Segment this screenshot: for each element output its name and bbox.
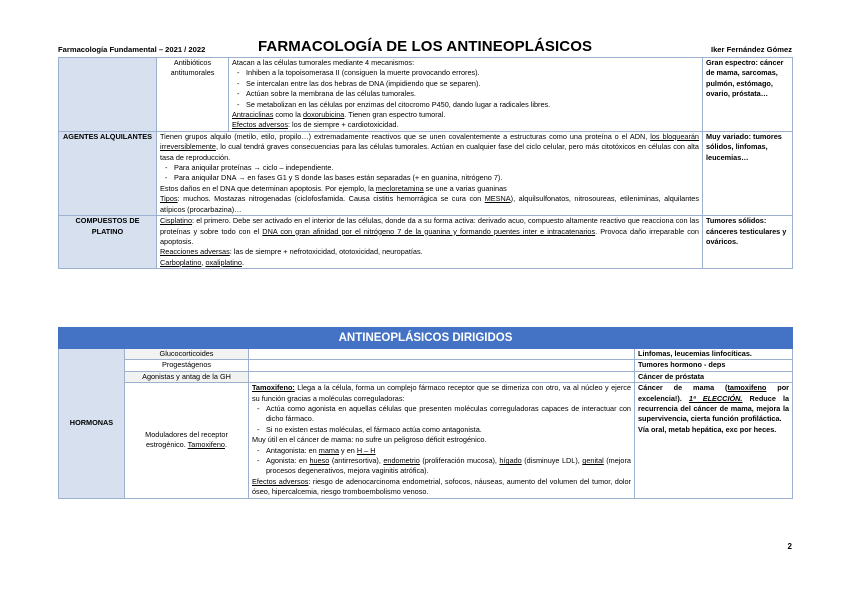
header-course: Farmacología Fundamental – 2021 / 2022 [58, 45, 206, 54]
text-span: Antagonista: en [266, 445, 319, 455]
mechanism-list [232, 68, 699, 110]
genital-term: genital [582, 456, 604, 466]
text-span: , lo cual tendrá graves consecuencias para las células tumorales. Actúan en cualquier fase del ciclo celular, pero más citotóxicos en células con alta tasa de reproducción. [160, 142, 699, 162]
description-cell [229, 58, 703, 132]
table-row [59, 216, 793, 269]
text-span: se une a varias guaninas [423, 183, 507, 193]
table-row [59, 360, 793, 371]
text-span: como la [273, 110, 303, 120]
drug-name-cell [125, 383, 249, 498]
section-banner: ANTINEOPLÁSICOS DIRIGIDOS [59, 328, 793, 349]
indication-cell: Linfomas, leucemias linfocíticas. [635, 349, 793, 360]
table-row [59, 349, 793, 360]
paragraph [160, 258, 699, 268]
text-span: Tienen grupos alquilo (metilo, etilo, propilo…) extremadamente reactivos que se unen covalentemente a estructuras como una proteína o el ADN, [160, 131, 651, 141]
header-author: Iker Fernández Gómez [710, 45, 792, 54]
tamoxifeno-term: tamoxifeno [727, 383, 767, 393]
category-cell: HORMONAS [59, 349, 125, 499]
oxaliplatino-term: oxaliplatino [205, 257, 242, 267]
mesna-term: MESNA [484, 194, 511, 204]
list-item: - Para aniquilar proteínas → ciclo – independiente. [160, 163, 699, 173]
text-span: : riesgo de adenocarcinoma endometrial, sofocos, náuseas, aumento del volumen del tumor, dolor óseo, hipercalcemia, riesgo tromboembolismo venoso. [252, 476, 631, 497]
text-span: Llega a la célula, forma un complejo fármaco receptor que se dimeriza con otro, va al núcleo y ejerce su función gracias a moléculas correguladoras: [252, 383, 631, 403]
table-row [59, 371, 793, 382]
underlined-text: los bloquearán irreversiblemente [160, 131, 699, 152]
list-item: - Actúan sobre la membrana de las células tumorales. [232, 89, 699, 99]
antraciclinas-term: Antraciclinas [232, 110, 274, 120]
endometrio-term: endometrio [383, 456, 420, 466]
paragraph: Vía oral, metab hepática, exc por heces. [638, 424, 777, 434]
text-span: . Tienen gran espectro tumoral. [344, 110, 446, 120]
paragraph [160, 132, 699, 163]
table-row [59, 58, 793, 132]
text-span: : las de siempre + nefrotoxicidad, ototoxicidad, neuropatías. [229, 247, 423, 257]
text-span: Moduladores del receptor estrogénico. [145, 430, 228, 450]
paragraph [160, 216, 699, 247]
description-cell [157, 216, 703, 269]
reacciones-label: Reacciones adversas [160, 247, 230, 257]
description-cell [249, 371, 635, 382]
efectos-label: Efectos adversos [252, 476, 309, 486]
carboplatino-term: Carboplatino [160, 257, 202, 267]
tamoxifeno-term: Tamoxifeno [187, 440, 225, 450]
cisplatino-term: Cisplatino [160, 216, 193, 226]
mama-term: mama [318, 445, 340, 455]
paragraph [252, 477, 631, 498]
paragraph: Muy útil en el cáncer de mama: no sufre un peligroso déficit estrogénico. [252, 435, 487, 445]
higado-term: hígado [499, 456, 522, 466]
text-span: por excelencia!). [638, 383, 790, 403]
text-span: : el primero. Debe ser activado en el interior de las células, donde da a su forma activa: derivado acuo, compuesto altamente reactivo que reacciona con las proteínas y sobre todo con el [160, 216, 699, 236]
text-span: . [241, 257, 244, 267]
text-span: (proliferación mucosa), [419, 456, 500, 466]
hueso-term: hueso [309, 456, 330, 466]
text-span: (disminuye LDL), [521, 456, 583, 466]
tamoxifeno-label: Tamoxifeno: [252, 383, 295, 393]
mechanism-list [252, 404, 631, 435]
list-item [252, 446, 631, 456]
antineoplasicos-dirigidos-table [58, 327, 793, 499]
list-item: - Si no existen estas moléculas, el fármaco actúa como antagonista. [252, 425, 631, 435]
page-header [58, 38, 792, 58]
list-item: - Inhiben a la topoisomerasa II (consiguen la muerte provocando errores). [232, 68, 699, 78]
eleccion-term: 1ª ELECCIÓN. [688, 393, 743, 403]
drug-name-cell: Glucocorticoides [125, 349, 249, 360]
paragraph [160, 194, 699, 215]
text-span: (antirresortiva), [329, 456, 384, 466]
doxorubicina-term: doxorubicina [302, 110, 345, 120]
text-span: (mejora procesos degenerativos, mejora vaginitis atrófica). [266, 456, 631, 476]
text-span: Estos daños en el DNA que determinan apoptosis. Por ejemplo, la [160, 183, 376, 193]
antineoplasicos-table-1 [58, 57, 793, 269]
efectos-label: Efectos adversos [232, 120, 288, 130]
efectos-line [232, 120, 699, 130]
indication-cell: Cáncer de próstata [635, 371, 793, 382]
text-span: Reduce la recurrencia del cáncer de mama, mejora la supervivencia, cierta función profiláctica. [638, 393, 790, 424]
page-title: FARMACOLOGÍA DE LOS ANTINEOPLÁSICOS [258, 38, 593, 55]
text-span: : muchos. Mostazas nitrogenadas (ciclofosfamida. Causa cistitis hemorrágica se cura con [177, 194, 485, 204]
hh-term: H – H [356, 445, 376, 455]
description-cell [157, 131, 703, 215]
underlined-text: DNA con gran afinidad por el nitrógeno 7 de la guanina y formando puentes inter e intracatenarios [262, 226, 596, 236]
text-span: Agonista: en [266, 456, 310, 466]
list-item: - Se metabolizan en las células por enzimas del citocromo P450, dando lugar a radicales libres. [232, 100, 699, 110]
indication-cell [635, 383, 793, 498]
category-cell: AGENTES ALQUILANTES [59, 131, 157, 215]
list-item: - Para aniquilar DNA → en fases G1 y S donde las bases están separadas (+ en guanina, nitrógeno 7). [160, 173, 699, 183]
description-cell [249, 360, 635, 371]
indication-cell: Tumores sólidos: cánceres testiculares y ováricos. [703, 216, 793, 269]
antraciclinas-line [232, 110, 699, 120]
tipos-label: Tipos [160, 194, 178, 204]
page-number: 2 [787, 542, 792, 551]
paragraph [160, 247, 699, 257]
text-span: Cáncer de mama ( [638, 383, 728, 393]
list-item [252, 456, 631, 477]
text-span: ), alquilsulfonatos, nitrosoureas, etileniminas, alquilantes atípicos (procarbazina)… [160, 194, 699, 214]
paragraph [252, 383, 631, 404]
mechanism-list [160, 163, 699, 184]
drug-name-cell: Progestágenos [125, 360, 249, 371]
text-span: , [201, 257, 206, 267]
indication-cell: Tumores hormono - deps [635, 360, 793, 371]
text-span: . [224, 440, 227, 450]
drug-name-cell: Antibióticos antitumorales [157, 58, 229, 132]
description-cell [249, 349, 635, 360]
list-item: - Actúa como agonista en aquellas células que presenten moléculas correguladoras capaces de interactuar con dicho fármaco. [252, 404, 631, 425]
effects-list [252, 446, 631, 477]
text-span: y en [339, 445, 357, 455]
paragraph [638, 383, 789, 425]
list-item: - Se intercalan entre las dos hebras de DNA (impidiendo que se separen). [232, 79, 699, 89]
text-span: . Provoca daño irreparable con apoptosis. [160, 226, 699, 246]
intro-text: Atacan a las células tumorales mediante 4 mecanismos: [232, 58, 415, 67]
indication-cell: Gran espectro: cáncer de mama, sarcomas, pulmón, estómago, ovario, próstata… [703, 58, 793, 132]
category-cell [59, 58, 157, 132]
category-cell: COMPUESTOS DE PLATINO [59, 216, 157, 269]
text-span: : los de siempre + cardiotoxicidad. [287, 120, 399, 130]
table-row [59, 383, 793, 498]
description-cell [249, 383, 635, 498]
indication-cell: Muy variado: tumores sólidos, linfomas, leucemias… [703, 131, 793, 215]
mecloretamina-term: mecloretamina [375, 183, 424, 193]
table-row [59, 131, 793, 215]
drug-name-cell: Agonistas y antag de la GH [125, 371, 249, 382]
paragraph [160, 184, 699, 194]
